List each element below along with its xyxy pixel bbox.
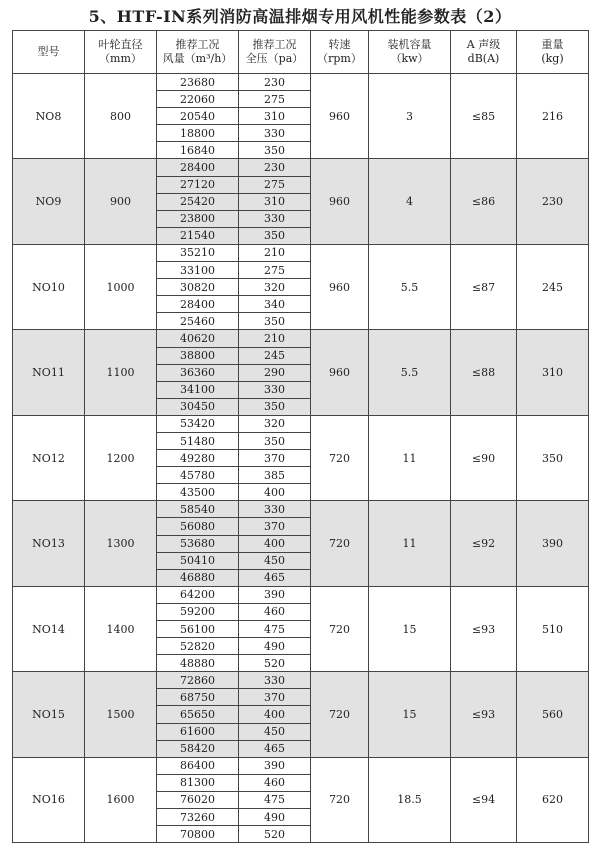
pressure-cell: 520	[239, 655, 311, 672]
diameter-cell: 1500	[85, 672, 157, 757]
rpm-cell: 960	[311, 159, 369, 244]
flow-cell: 30450	[157, 398, 239, 415]
flow-cell: 36360	[157, 364, 239, 381]
flow-cell: 28400	[157, 159, 239, 176]
header-flow: 推荐工况 风量（m³/h）	[157, 31, 239, 74]
pressure-cell: 330	[239, 672, 311, 689]
header-pressure: 推荐工况 全压（pa）	[239, 31, 311, 74]
pressure-cell: 475	[239, 791, 311, 808]
header-weight: 重量 (kg)	[517, 31, 589, 74]
weight-cell: 230	[517, 159, 589, 244]
pressure-cell: 275	[239, 262, 311, 279]
flow-cell: 58420	[157, 740, 239, 757]
noise-cell: ≤86	[451, 159, 517, 244]
flow-cell: 56100	[157, 621, 239, 638]
noise-cell: ≤92	[451, 501, 517, 586]
model-cell: NO11	[13, 330, 85, 415]
header-power: 装机容量 （kw）	[369, 31, 451, 74]
power-cell: 5.5	[369, 244, 451, 329]
pressure-cell: 330	[239, 381, 311, 398]
rpm-cell: 720	[311, 501, 369, 586]
fan-spec-table	[12, 30, 589, 843]
flow-cell: 25420	[157, 193, 239, 210]
flow-cell: 33100	[157, 262, 239, 279]
pressure-cell: 350	[239, 398, 311, 415]
flow-cell: 56080	[157, 518, 239, 535]
flow-cell: 59200	[157, 603, 239, 620]
flow-cell: 38800	[157, 347, 239, 364]
pressure-cell: 350	[239, 432, 311, 449]
flow-cell: 53420	[157, 415, 239, 432]
flow-cell: 86400	[157, 757, 239, 774]
model-cell: NO16	[13, 757, 85, 842]
pressure-cell: 465	[239, 569, 311, 586]
flow-cell: 23800	[157, 210, 239, 227]
flow-cell: 25460	[157, 313, 239, 330]
pressure-cell: 310	[239, 193, 311, 210]
model-cell: NO15	[13, 672, 85, 757]
noise-cell: ≤93	[451, 672, 517, 757]
pressure-cell: 400	[239, 535, 311, 552]
model-cell: NO12	[13, 415, 85, 500]
table-row	[13, 74, 589, 91]
pressure-cell: 450	[239, 552, 311, 569]
diameter-cell: 800	[85, 74, 157, 159]
flow-cell: 30820	[157, 279, 239, 296]
pressure-cell: 460	[239, 774, 311, 791]
pressure-cell: 320	[239, 279, 311, 296]
page-title: 5、HTF-IN系列消防高温排烟专用风机性能参数表（2）	[88, 7, 512, 26]
flow-cell: 81300	[157, 774, 239, 791]
model-cell: NO13	[13, 501, 85, 586]
model-cell: NO8	[13, 74, 85, 159]
pressure-cell: 230	[239, 159, 311, 176]
rpm-cell: 960	[311, 74, 369, 159]
noise-cell: ≤88	[451, 330, 517, 415]
weight-cell: 216	[517, 74, 589, 159]
flow-cell: 27120	[157, 176, 239, 193]
flow-cell: 61600	[157, 723, 239, 740]
flow-cell: 23680	[157, 74, 239, 91]
rpm-cell: 960	[311, 330, 369, 415]
table-row	[13, 757, 589, 774]
flow-cell: 22060	[157, 91, 239, 108]
model-cell: NO14	[13, 586, 85, 671]
flow-cell: 40620	[157, 330, 239, 347]
power-cell: 4	[369, 159, 451, 244]
pressure-cell: 275	[239, 91, 311, 108]
diameter-cell: 900	[85, 159, 157, 244]
pressure-cell: 330	[239, 210, 311, 227]
pressure-cell: 275	[239, 176, 311, 193]
pressure-cell: 385	[239, 467, 311, 484]
pressure-cell: 370	[239, 518, 311, 535]
pressure-cell: 350	[239, 313, 311, 330]
rpm-cell: 720	[311, 672, 369, 757]
rpm-cell: 960	[311, 244, 369, 329]
weight-cell: 390	[517, 501, 589, 586]
diameter-cell: 1400	[85, 586, 157, 671]
pressure-cell: 330	[239, 125, 311, 142]
diameter-cell: 1000	[85, 244, 157, 329]
weight-cell: 560	[517, 672, 589, 757]
flow-cell: 28400	[157, 296, 239, 313]
pressure-cell: 210	[239, 244, 311, 261]
pressure-cell: 490	[239, 809, 311, 826]
pressure-cell: 490	[239, 638, 311, 655]
flow-cell: 49280	[157, 450, 239, 467]
pressure-cell: 520	[239, 826, 311, 843]
power-cell: 15	[369, 586, 451, 671]
flow-cell: 52820	[157, 638, 239, 655]
pressure-cell: 290	[239, 364, 311, 381]
table-row	[13, 244, 589, 261]
weight-cell: 350	[517, 415, 589, 500]
table-row	[13, 586, 589, 603]
pressure-cell: 370	[239, 450, 311, 467]
flow-cell: 18800	[157, 125, 239, 142]
power-cell: 11	[369, 415, 451, 500]
pressure-cell: 400	[239, 706, 311, 723]
flow-cell: 76020	[157, 791, 239, 808]
rpm-cell: 720	[311, 757, 369, 842]
diameter-cell: 1600	[85, 757, 157, 842]
flow-cell: 21540	[157, 227, 239, 244]
flow-cell: 20540	[157, 108, 239, 125]
flow-cell: 45780	[157, 467, 239, 484]
rpm-cell: 720	[311, 586, 369, 671]
flow-cell: 72860	[157, 672, 239, 689]
pressure-cell: 330	[239, 501, 311, 518]
table-row	[13, 672, 589, 689]
pressure-cell: 230	[239, 74, 311, 91]
pressure-cell: 475	[239, 621, 311, 638]
table-row	[13, 159, 589, 176]
rpm-cell: 720	[311, 415, 369, 500]
power-cell: 5.5	[369, 330, 451, 415]
pressure-cell: 400	[239, 484, 311, 501]
noise-cell: ≤93	[451, 586, 517, 671]
pressure-cell: 350	[239, 227, 311, 244]
flow-cell: 43500	[157, 484, 239, 501]
flow-cell: 68750	[157, 689, 239, 706]
flow-cell: 53680	[157, 535, 239, 552]
weight-cell: 510	[517, 586, 589, 671]
model-cell: NO9	[13, 159, 85, 244]
pressure-cell: 465	[239, 740, 311, 757]
pressure-cell: 370	[239, 689, 311, 706]
pressure-cell: 340	[239, 296, 311, 313]
flow-cell: 35210	[157, 244, 239, 261]
flow-cell: 50410	[157, 552, 239, 569]
diameter-cell: 1300	[85, 501, 157, 586]
header-model: 型号	[13, 31, 85, 74]
flow-cell: 64200	[157, 586, 239, 603]
flow-cell: 46880	[157, 569, 239, 586]
flow-cell: 70800	[157, 826, 239, 843]
flow-cell: 73260	[157, 809, 239, 826]
pressure-cell: 390	[239, 757, 311, 774]
flow-cell: 58540	[157, 501, 239, 518]
table-row	[13, 501, 589, 518]
noise-cell: ≤87	[451, 244, 517, 329]
pressure-cell: 460	[239, 603, 311, 620]
weight-cell: 310	[517, 330, 589, 415]
power-cell: 11	[369, 501, 451, 586]
power-cell: 18.5	[369, 757, 451, 842]
flow-cell: 65650	[157, 706, 239, 723]
pressure-cell: 350	[239, 142, 311, 159]
power-cell: 15	[369, 672, 451, 757]
flow-cell: 34100	[157, 381, 239, 398]
flow-cell: 48880	[157, 655, 239, 672]
diameter-cell: 1200	[85, 415, 157, 500]
power-cell: 3	[369, 74, 451, 159]
noise-cell: ≤94	[451, 757, 517, 842]
pressure-cell: 320	[239, 415, 311, 432]
header-row	[13, 31, 589, 74]
pressure-cell: 210	[239, 330, 311, 347]
noise-cell: ≤90	[451, 415, 517, 500]
diameter-cell: 1100	[85, 330, 157, 415]
model-cell: NO10	[13, 244, 85, 329]
table-row	[13, 330, 589, 347]
table-row	[13, 415, 589, 432]
pressure-cell: 450	[239, 723, 311, 740]
noise-cell: ≤85	[451, 74, 517, 159]
flow-cell: 16840	[157, 142, 239, 159]
flow-cell: 51480	[157, 432, 239, 449]
weight-cell: 620	[517, 757, 589, 842]
header-diameter: 叶轮直径 （mm）	[85, 31, 157, 74]
table-body	[13, 74, 589, 843]
header-noise: A 声级 dB(A)	[451, 31, 517, 74]
header-rpm: 转速 （rpm）	[311, 31, 369, 74]
pressure-cell: 310	[239, 108, 311, 125]
weight-cell: 245	[517, 244, 589, 329]
pressure-cell: 390	[239, 586, 311, 603]
pressure-cell: 245	[239, 347, 311, 364]
